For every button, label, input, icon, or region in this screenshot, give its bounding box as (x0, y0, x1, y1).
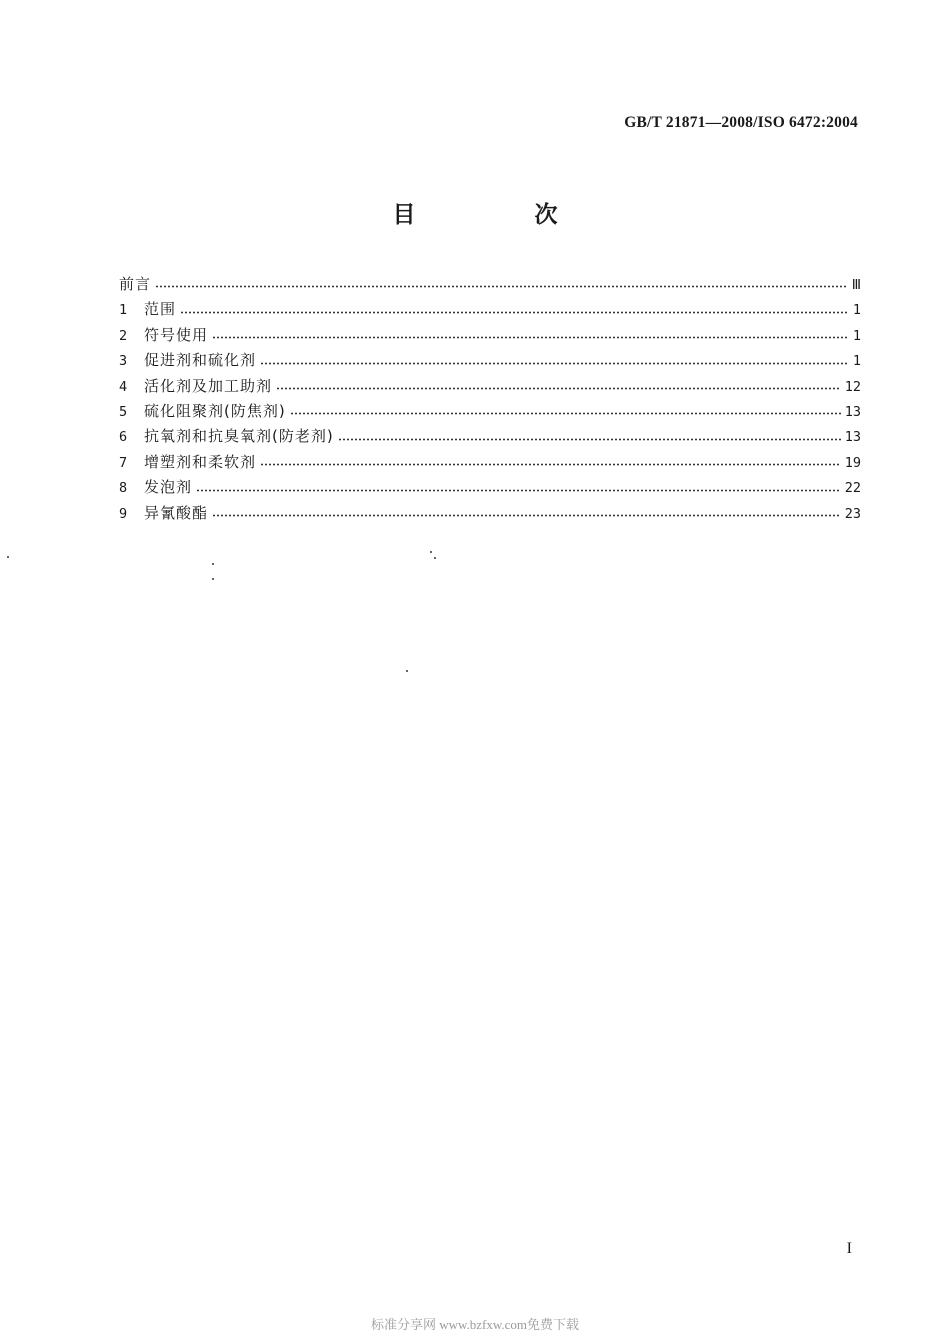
toc-entry-title: 前言 (119, 275, 152, 293)
dot-leader (212, 336, 849, 339)
toc-entry-4[interactable] (119, 375, 861, 400)
toc-entry-title: 发泡剂 (144, 478, 193, 497)
toc-entry-title: 活化剂及加工助剂 (144, 376, 273, 395)
dot-leader (276, 387, 841, 390)
toc-entry-foreword[interactable] (119, 273, 861, 298)
toc-entry-2[interactable] (119, 324, 861, 349)
toc-entry-number: 2 (119, 327, 128, 344)
toc-title: 目 次 (392, 202, 606, 228)
toc-entry-page: 1 (852, 302, 861, 319)
toc-entry-page: Ⅲ (851, 277, 861, 293)
toc-entry-number: 8 (119, 480, 128, 497)
toc-entry-number: 6 (119, 429, 128, 446)
dot-leader (212, 514, 841, 517)
dot-leader (196, 489, 841, 492)
scan-speck (434, 557, 436, 559)
toc-entry-page: 19 (844, 454, 861, 471)
toc-entry-page: 13 (844, 403, 861, 420)
toc-entry-7[interactable] (119, 451, 861, 476)
toc-entry-8[interactable] (119, 476, 861, 501)
scan-speck (406, 670, 408, 672)
dot-leader (155, 285, 848, 288)
toc-entry-title: 符号使用 (144, 325, 209, 344)
toc-entry-9[interactable] (119, 502, 861, 527)
watermark-text[interactable]: 标准分享网 www.bzfxw.com免费下载 (370, 1317, 580, 1332)
dot-leader (260, 362, 849, 365)
toc-entry-number: 5 (119, 403, 128, 420)
scan-speck (212, 563, 214, 565)
dot-leader (260, 463, 841, 466)
toc-entry-title: 增塑剂和柔软剂 (144, 452, 257, 471)
dot-leader (338, 438, 841, 441)
toc-entry-1[interactable] (119, 298, 861, 323)
toc-entry-page: 22 (844, 480, 861, 497)
toc-entry-title: 异氰酸酯 (144, 503, 209, 522)
toc-entry-page: 23 (844, 505, 861, 522)
toc-entry-page: 12 (844, 378, 861, 395)
toc-entry-number: 7 (119, 454, 128, 471)
dot-leader (180, 311, 849, 314)
scan-speck (212, 578, 214, 580)
dot-leader (290, 412, 841, 415)
page-number: I (846, 1240, 852, 1257)
scan-speck (7, 556, 9, 558)
toc-entry-title: 促进剂和硫化剂 (144, 351, 257, 370)
toc-entry-6[interactable] (119, 425, 861, 450)
toc-entry-title: 硫化阻聚剂(防焦剂) (144, 401, 286, 420)
toc-entry-3[interactable] (119, 349, 861, 374)
scan-speck (430, 551, 432, 553)
toc-entry-page: 1 (852, 327, 861, 344)
toc-entry-number: 1 (119, 302, 128, 319)
toc-entry-page: 13 (844, 429, 861, 446)
standard-number: GB/T 21871—2008/ISO 6472:2004 (624, 114, 858, 131)
toc-entry-number: 3 (119, 353, 128, 370)
toc-entry-title: 抗氧剂和抗臭氧剂(防老剂) (144, 427, 334, 446)
table-of-contents (119, 273, 861, 527)
toc-entry-number: 4 (119, 378, 128, 395)
toc-entry-page: 1 (852, 353, 861, 370)
toc-entry-title: 范围 (144, 300, 177, 319)
toc-entry-number: 9 (119, 505, 128, 522)
toc-entry-5[interactable] (119, 400, 861, 425)
